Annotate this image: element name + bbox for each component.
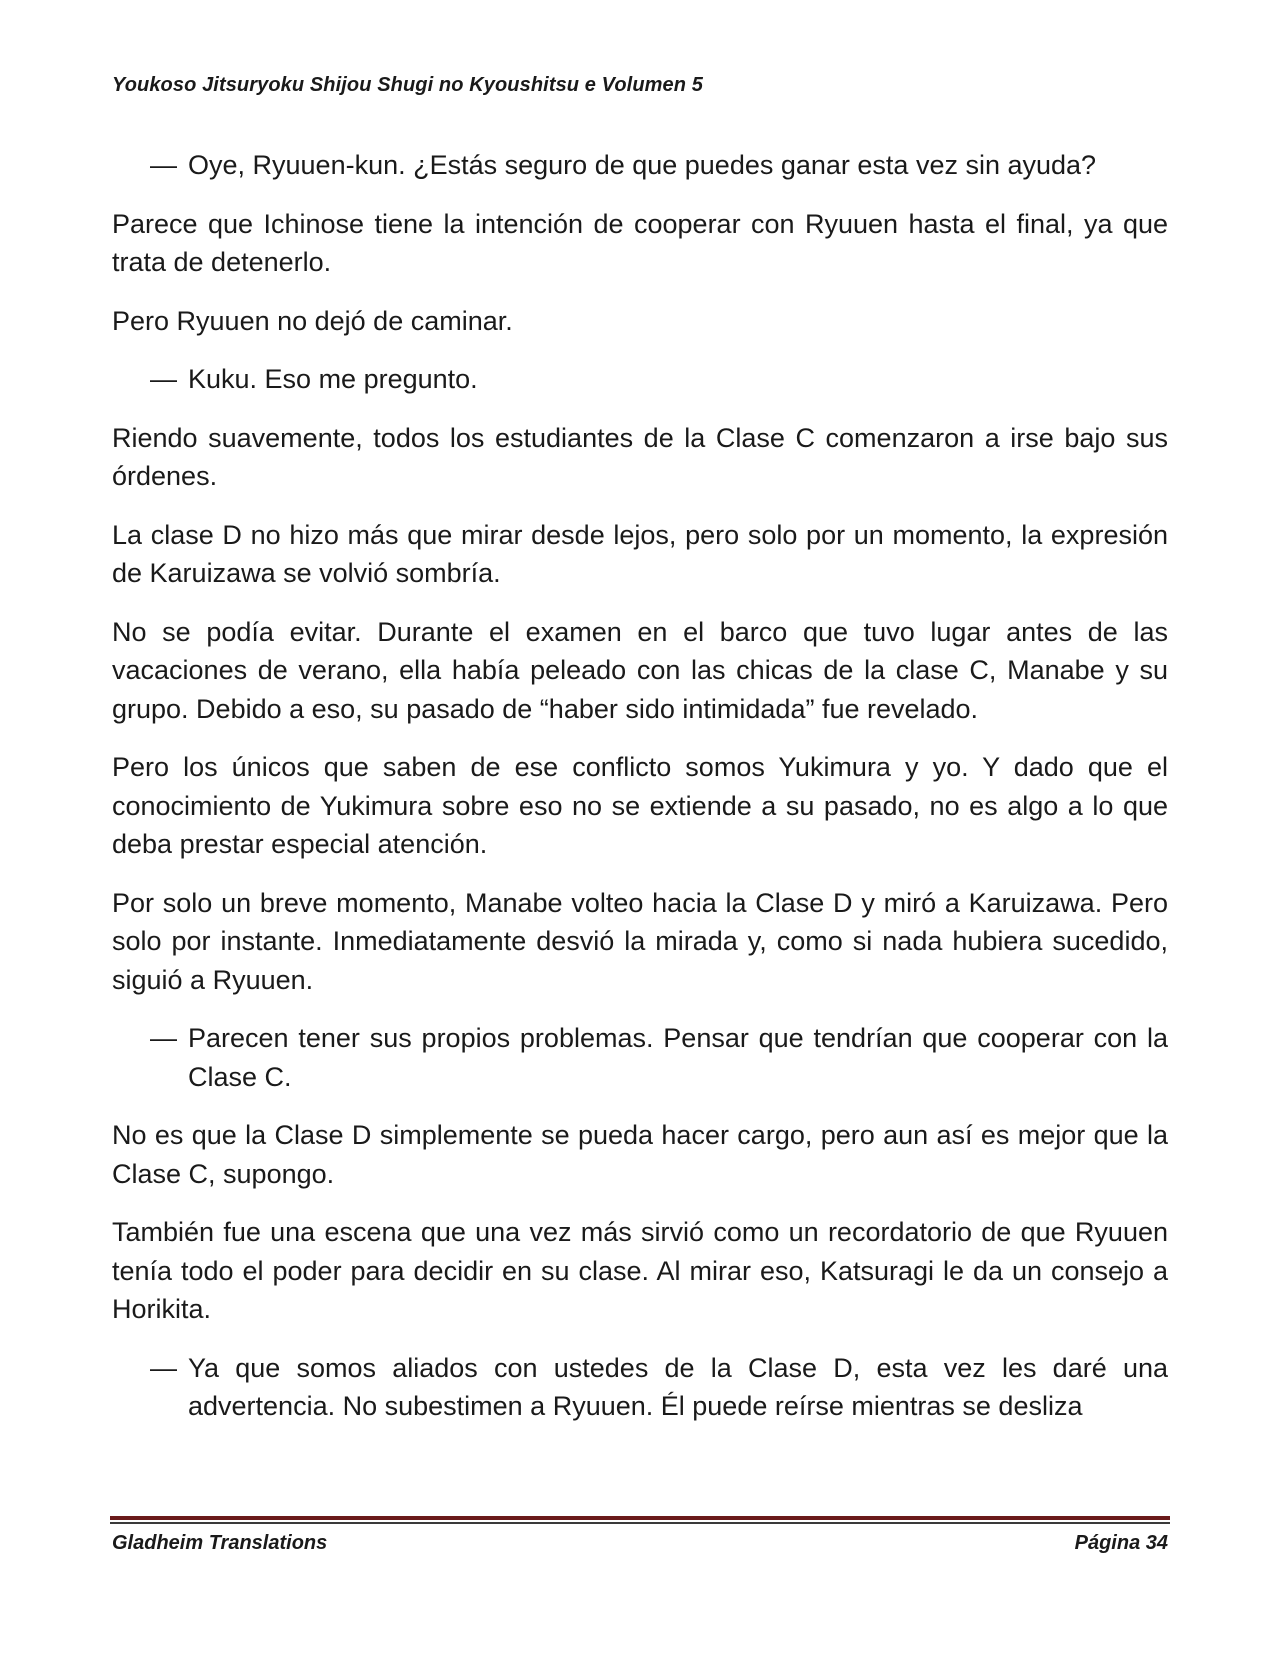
paragraph: Parece que Ichinose tiene la intención de cooperar con Ryuuen hasta el final, ya que trata de detenerlo.: [112, 208, 1168, 277]
paragraph: Por solo un breve momento, Manabe volteo hacia la Clase D y miró a Karuizawa. Pero solo por instante. Inmediatamente desvió la mirada y, como si nada hubiera sucedido, siguió a Ryuuen.: [112, 887, 1168, 995]
footer-divider: [110, 1516, 1170, 1524]
paragraph: La clase D no hizo más que mirar desde lejos, pero solo por un momento, la expresión de Karuizawa se volvió sombría.: [112, 519, 1168, 588]
page-body: [112, 146, 1168, 1446]
paragraph: No se podía evitar. Durante el examen en el barco que tuvo lugar antes de las vacaciones de verano, ella había peleado con las chicas de la clase C, Manabe y su grupo. Debido a eso, su pasado de “haber sido intimidada” fue revelado.: [112, 616, 1168, 724]
dialogue-line: [112, 360, 1168, 399]
paragraph: Pero los únicos que saben de ese conflicto somos Yukimura y yo. Y dado que el conocimiento de Yukimura sobre eso no se extiende a su pasado, no es algo a lo que deba prestar especial atención.: [112, 752, 1168, 859]
dialogue-dash: —: [150, 1023, 177, 1053]
page-number: Página 34: [1074, 1532, 1168, 1554]
page-header-title: Youkoso Jitsuryoku Shijou Shugi no Kyoushitsu e Volumen 5: [112, 74, 703, 96]
dialogue-line: [112, 146, 1168, 185]
footer-credit: Gladheim Translations: [112, 1532, 328, 1554]
dialogue-text: Parecen tener sus propios problemas. Pensar que tendrían que cooperar con la Clase C.: [188, 1023, 1168, 1092]
dialogue-line: [112, 1019, 1168, 1096]
footer-divider-bottom: [110, 1522, 1170, 1524]
dialogue-text: Ya que somos aliados con ustedes de la Clase D, esta vez les daré una advertencia. No subestimen a Ryuuen. Él puede reírse mientras se desliza: [188, 1352, 1168, 1421]
paragraph: Pero Ryuuen no dejó de caminar.: [112, 305, 513, 336]
paragraph: No es que la Clase D simplemente se pueda hacer cargo, pero aun así es mejor que la Clase C, supongo.: [112, 1120, 1168, 1189]
dialogue-dash: —: [150, 1352, 177, 1383]
dialogue-text: Kuku. Eso me pregunto.: [188, 364, 478, 394]
dialogue-dash: —: [150, 150, 177, 180]
dialogue-dash: —: [150, 364, 177, 394]
paragraph: También fue una escena que una vez más sirvió como un recordatorio de que Ryuuen tenía todo el poder para decidir en su clase. Al mirar eso, Katsuragi le da un consejo a Horikita.: [112, 1217, 1168, 1324]
dialogue-text: Oye, Ryuuen-kun. ¿Estás seguro de que puedes ganar esta vez sin ayuda?: [188, 150, 1097, 180]
dialogue-line: [112, 1349, 1168, 1426]
paragraph: Riendo suavemente, todos los estudiantes de la Clase C comenzaron a irse bajo sus órdenes.: [112, 422, 1168, 491]
